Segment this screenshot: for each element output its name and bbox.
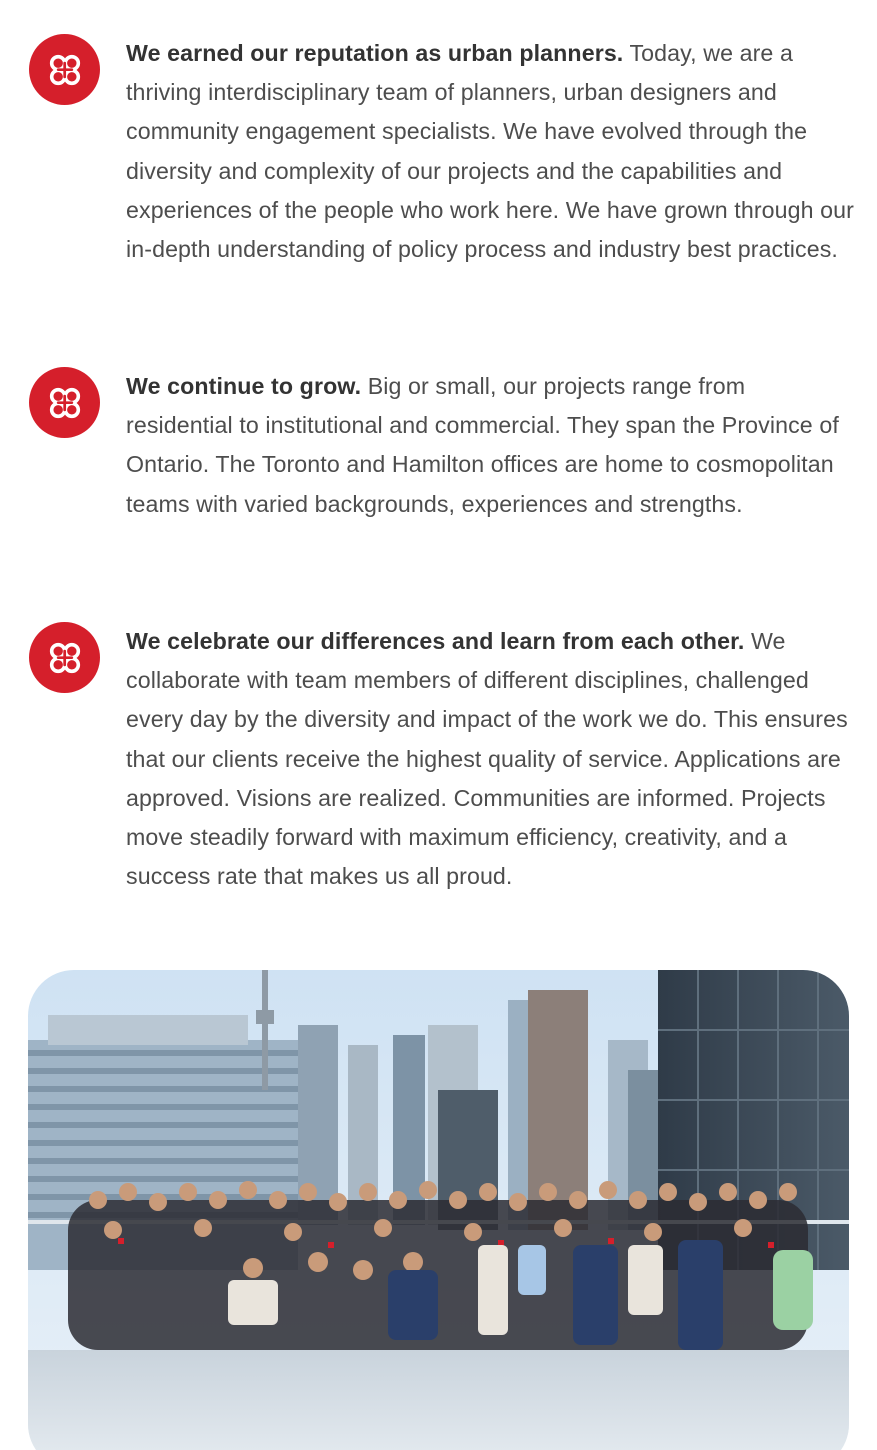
loop-knot-icon <box>29 367 100 438</box>
loop-knot-icon <box>29 34 100 105</box>
section-paragraph <box>126 622 854 896</box>
section-body: Big or small, our projects range from residential to institutional and commercial. They span the Province of Ontario. The Toronto and Hamilton offices are home to cosmopolitan teams with varied backgrounds, experiences and strengths. <box>126 373 839 517</box>
loop-knot-icon <box>29 622 100 693</box>
section-paragraph <box>126 367 854 524</box>
team-photo <box>28 970 849 1450</box>
section-paragraph <box>126 34 854 269</box>
section-body: We collaborate with team members of different disciplines, challenged every day by the diversity and impact of the work we do. This ensures that our clients receive the highest quality of service. Applications are approved. Visions are realized. Communities are informed. Projects move steadily forward with maximum efficiency, creativity, and a success rate that makes us all proud. <box>126 628 848 890</box>
section-lead: We earned our reputation as urban planners. <box>126 40 624 66</box>
section-lead: We continue to grow. <box>126 373 362 399</box>
section-body: Today, we are a thriving interdisciplinary team of planners, urban designers and community engagement specialists. We have evolved through the diversity and complexity of our projects and the capabilities and experiences of the people who work here. We have grown through our in-depth understanding of policy process and industry best practices. <box>126 40 854 263</box>
section-lead: We celebrate our differences and learn from each other. <box>126 628 745 654</box>
